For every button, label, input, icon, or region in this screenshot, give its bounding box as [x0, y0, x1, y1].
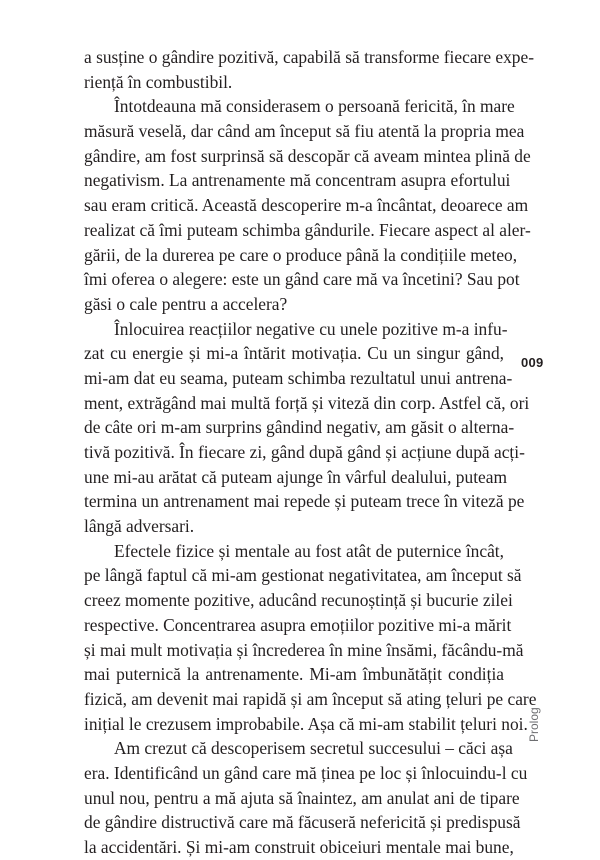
text-line: Efectele fizice și mentale au fost atât de puternice încât, — [114, 540, 504, 561]
text-line: găsi o cale pentru a accelera? — [84, 293, 288, 314]
text-line: a susține o gândire pozitivă, capabilă să transforme fiecare expe- — [84, 47, 535, 67]
text-line: îmi oferea o alegere: este un gând care mă va încetini? Sau pot — [84, 269, 520, 290]
paragraph-1 — [84, 45, 535, 94]
text-line: gândire, am fost surprinsă să descopăr că aveam mintea plină de — [84, 145, 531, 166]
running-head: Prolog — [527, 707, 541, 742]
text-line: de câte ori m-am surprins gândind negativ, am găsit o alterna- — [84, 417, 515, 438]
text-line: ment, extrăgând mai multă forță și viteză din corp. Astfel că, ori — [84, 392, 530, 413]
text-line: de gândire distructivă care mă făcuseră nefericită și predispusă — [84, 812, 521, 833]
text-line: gării, de la durerea pe care o produce până la condițiile meteo, — [84, 244, 518, 265]
text-line: la accidentări. Și mi-am construit obiceiuri mentale mai bune, — [84, 837, 514, 857]
text-line: une mi-au arătat că puteam ajunge în vârful dealului, puteam — [84, 466, 507, 487]
text-line: riență în combustibil. — [84, 71, 233, 92]
text-line: pe lângă faptul că mi-am gestionat negativitatea, am început să — [84, 565, 522, 586]
text-line: fizică, am devenit mai rapidă și am început să ating țeluri pe care — [84, 688, 537, 709]
paragraph-2 — [84, 94, 531, 316]
text-line: Înlocuirea reacțiilor negative cu unele pozitive m-a infu- — [114, 318, 508, 339]
text-line: zat cu energie și mi-a întărit motivația. Cu un singur gând, — [84, 343, 504, 364]
paragraph-5 — [84, 736, 528, 859]
text-line: termina un antrenament mai repede și puteam trece în viteză pe — [84, 491, 525, 512]
page-number: 009 — [521, 355, 544, 370]
text-line: creez momente pozitive, aducând recunoștință și bucurie zilei — [84, 590, 513, 611]
paragraph-3 — [84, 317, 530, 539]
text-line: negativism. La antrenamente mă concentram asupra efortului — [84, 170, 511, 191]
text-line: respective. Concentrarea asupra emoțiilor pozitive mi-a mărit — [84, 614, 512, 635]
text-line: lângă adversari. — [84, 516, 195, 537]
text-line: Am crezut că descoperisem secretul succesului – căci așa — [114, 738, 513, 759]
text-line: era. Identificând un gând care mă ținea pe loc și înlocuindu-l cu — [84, 762, 528, 783]
text-line: și mai mult motivația și încrederea în mine însămi, făcându-mă — [84, 639, 524, 660]
text-line: Întotdeauna mă considerasem o persoană fericită, în mare — [114, 96, 515, 117]
text-line: măsură veselă, dar când am început să fiu atentă la propria mea — [84, 121, 525, 142]
text-line: tivă pozitivă. În fiecare zi, gând după gând și acțiune după acți- — [84, 442, 525, 462]
text-line: inițial le crezusem improbabile. Așa că mi-am stabilit țeluri noi. — [84, 713, 528, 734]
text-line: realizat că îmi puteam schimba gândurile. Fiecare aspect al aler- — [84, 219, 531, 240]
text-line: mi-am dat eu seama, puteam schimba rezultatul unui antrena- — [84, 367, 513, 388]
text-line: mai puternică la antrenamente. Mi-am îmbunătățit condiția — [84, 664, 504, 685]
text-line: sau eram critică. Această descoperire m-a încântat, deoarece am — [84, 195, 529, 216]
text-line: unul nou, pentru a mă ajuta să înaintez, am anulat ani de tipare — [84, 787, 520, 808]
